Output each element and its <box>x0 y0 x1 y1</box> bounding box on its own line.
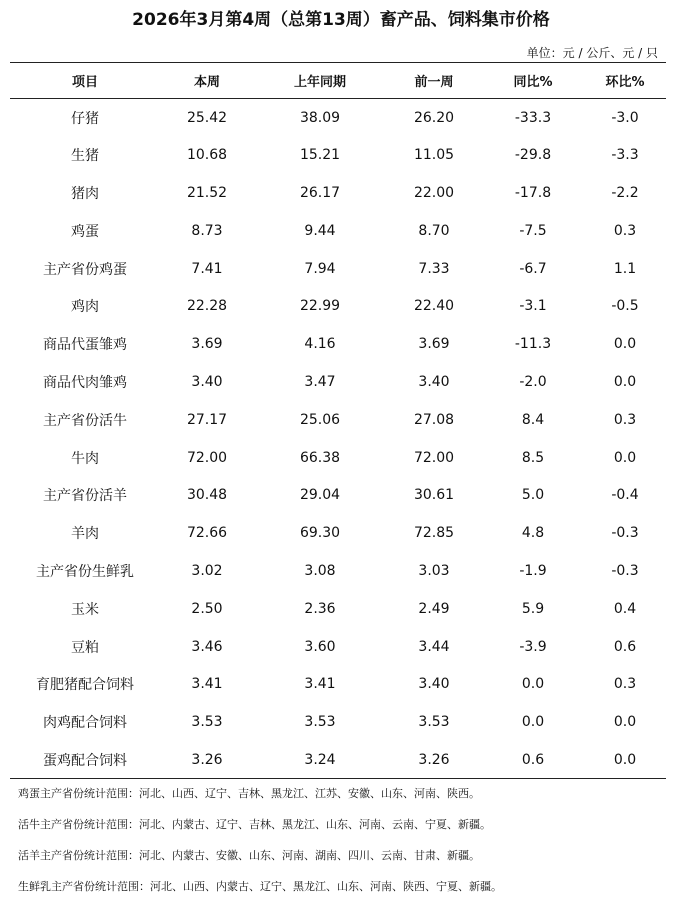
cell-mom: 1.1 <box>613 260 637 277</box>
cell-mom: 0.0 <box>613 714 637 731</box>
cell-prev-week: 8.70 <box>418 222 450 239</box>
table-row <box>10 439 666 477</box>
cell-prev-week: 3.03 <box>418 562 450 579</box>
cell-item: 豆粕 <box>71 639 99 656</box>
cell-last-year: 3.60 <box>304 638 336 655</box>
cell-prev-week: 27.08 <box>413 411 455 428</box>
cell-last-year: 26.17 <box>299 184 341 201</box>
notes-section <box>18 786 668 910</box>
cell-mom: -0.3 <box>611 562 639 579</box>
cell-item: 主产省份活羊 <box>43 488 127 505</box>
cell-yoy: -2.0 <box>519 373 547 390</box>
cell-prev-week: 22.00 <box>413 184 455 201</box>
cell-last-year: 3.53 <box>304 714 336 731</box>
header-last-year: 上年同期 <box>254 63 386 99</box>
table-row <box>10 174 666 212</box>
cell-last-year: 9.44 <box>304 222 336 239</box>
cell-prev-week: 7.33 <box>418 260 450 277</box>
table-row <box>10 212 666 250</box>
cell-this-week: 27.17 <box>186 411 228 428</box>
cell-last-year: 69.30 <box>299 525 341 542</box>
cell-last-year: 2.36 <box>304 600 336 617</box>
cell-yoy: -33.3 <box>514 109 552 126</box>
cell-yoy: 8.5 <box>521 449 545 466</box>
cell-last-year: 66.38 <box>299 449 341 466</box>
cell-last-year: 29.04 <box>299 487 341 504</box>
table-row <box>10 136 666 174</box>
cell-this-week: 3.26 <box>160 741 254 779</box>
cell-item: 牛肉 <box>71 450 99 467</box>
table-row <box>10 552 666 590</box>
cell-mom: 0.0 <box>584 741 666 779</box>
cell-mom: 0.3 <box>613 411 637 428</box>
cell-yoy: 4.8 <box>521 525 545 542</box>
cell-item: 商品代蛋雏鸡 <box>43 337 127 354</box>
cell-yoy: -3.9 <box>519 638 547 655</box>
note-line: 鸡蛋主产省份统计范围：河北、山西、辽宁、吉林、黑龙江、江苏、安徽、山东、河南、陕西。 <box>18 787 480 800</box>
cell-item: 主产省份生鲜乳 <box>36 563 134 580</box>
cell-prev-week: 3.40 <box>418 373 450 390</box>
table-body <box>10 99 666 779</box>
cell-prev-week: 3.69 <box>418 336 450 353</box>
cell-item: 主产省份鸡蛋 <box>43 261 127 278</box>
note-line: 活羊主产省份统计范围：河北、内蒙古、安徽、山东、河南、湖南、四川、云南、甘肃、新疆。 <box>18 849 480 862</box>
cell-mom: -0.3 <box>611 525 639 542</box>
cell-last-year: 3.41 <box>304 676 336 693</box>
table-row <box>10 99 666 137</box>
cell-this-week: 3.69 <box>191 336 223 353</box>
cell-this-week: 21.52 <box>186 184 228 201</box>
cell-prev-week: 72.85 <box>413 525 455 542</box>
cell-last-year: 4.16 <box>304 336 336 353</box>
cell-this-week: 8.73 <box>191 222 223 239</box>
cell-item: 玉米 <box>71 601 99 618</box>
cell-item: 鸡蛋 <box>71 223 99 240</box>
note-line: 生鲜乳主产省份统计范围：河北、山西、内蒙古、辽宁、黑龙江、山东、河南、陕西、宁夏、新疆。 <box>18 880 502 893</box>
cell-yoy: 0.0 <box>521 676 545 693</box>
cell-prev-week: 2.49 <box>418 600 450 617</box>
cell-prev-week: 22.40 <box>413 298 455 315</box>
cell-mom: -3.3 <box>611 147 639 164</box>
page-title: 2026年3月第4周（总第13周）畜产品、饲料集市价格 <box>132 10 550 30</box>
cell-this-week: 30.48 <box>186 487 228 504</box>
cell-this-week: 72.66 <box>186 525 228 542</box>
header-item: 项目 <box>10 63 160 99</box>
cell-yoy: 5.9 <box>521 600 545 617</box>
table-row <box>10 514 666 552</box>
note-line: 活牛主产省份统计范围：河北、内蒙古、辽宁、吉林、黑龙江、山东、河南、云南、宁夏、新疆。 <box>18 818 491 831</box>
cell-item: 肉鸡配合饲料 <box>43 715 127 732</box>
table-header-row <box>10 63 666 99</box>
cell-yoy: -3.1 <box>519 298 547 315</box>
cell-this-week: 2.50 <box>191 600 223 617</box>
cell-prev-week: 3.26 <box>386 741 482 779</box>
cell-mom: -0.5 <box>611 298 639 315</box>
table-row <box>10 628 666 666</box>
price-table <box>10 62 666 779</box>
cell-item: 仔猪 <box>71 110 99 127</box>
cell-yoy: -7.5 <box>519 222 547 239</box>
cell-prev-week: 3.53 <box>418 714 450 731</box>
cell-this-week: 3.53 <box>191 714 223 731</box>
cell-mom: 0.6 <box>613 638 637 655</box>
cell-mom: 0.4 <box>613 600 637 617</box>
cell-prev-week: 11.05 <box>413 147 455 164</box>
cell-this-week: 3.41 <box>191 676 223 693</box>
cell-yoy: 0.6 <box>482 741 584 779</box>
cell-last-year: 22.99 <box>299 298 341 315</box>
cell-this-week: 3.46 <box>191 638 223 655</box>
table-row <box>10 325 666 363</box>
cell-this-week: 22.28 <box>186 298 228 315</box>
cell-prev-week: 26.20 <box>413 109 455 126</box>
table-row <box>10 590 666 628</box>
cell-item: 猪肉 <box>71 185 99 202</box>
table-row <box>10 287 666 325</box>
cell-yoy: -1.9 <box>519 562 547 579</box>
cell-last-year: 7.94 <box>304 260 336 277</box>
cell-prev-week: 30.61 <box>413 487 455 504</box>
header-prev-week: 前一周 <box>386 63 482 99</box>
cell-last-year: 3.47 <box>304 373 336 390</box>
cell-mom: 0.3 <box>613 222 637 239</box>
cell-item: 羊肉 <box>71 526 99 543</box>
cell-item: 育肥猪配合饲料 <box>36 677 134 694</box>
cell-yoy: -17.8 <box>514 184 552 201</box>
cell-mom: -2.2 <box>611 184 639 201</box>
cell-mom: 0.3 <box>613 676 637 693</box>
table-row <box>10 401 666 439</box>
unit-label: 单位：元 / 公斤、元 / 只 <box>526 46 658 60</box>
table-row <box>10 476 666 514</box>
price-table-container <box>10 62 666 779</box>
cell-item: 蛋鸡配合饲料 <box>10 741 160 779</box>
cell-item: 生猪 <box>71 148 99 165</box>
cell-last-year: 15.21 <box>299 147 341 164</box>
table-row <box>10 665 666 703</box>
table-row <box>10 250 666 288</box>
cell-this-week: 3.40 <box>191 373 223 390</box>
cell-yoy: -6.7 <box>519 260 547 277</box>
cell-this-week: 10.68 <box>186 147 228 164</box>
table-row <box>10 363 666 401</box>
cell-last-year: 38.09 <box>299 109 341 126</box>
cell-this-week: 72.00 <box>186 449 228 466</box>
cell-yoy: 5.0 <box>521 487 545 504</box>
cell-yoy: -29.8 <box>514 147 552 164</box>
cell-prev-week: 72.00 <box>413 449 455 466</box>
cell-yoy: -11.3 <box>514 336 552 353</box>
cell-mom: -3.0 <box>611 109 639 126</box>
cell-item: 鸡肉 <box>71 299 99 316</box>
cell-last-year: 3.24 <box>254 741 386 779</box>
cell-item: 主产省份活牛 <box>43 412 127 429</box>
table-row <box>10 703 666 741</box>
cell-prev-week: 3.40 <box>418 676 450 693</box>
cell-mom: 0.0 <box>613 373 637 390</box>
cell-mom: -0.4 <box>611 487 639 504</box>
table-row <box>10 741 666 779</box>
cell-this-week: 25.42 <box>186 109 228 126</box>
header-mom: 环比% <box>584 63 666 99</box>
cell-this-week: 3.02 <box>191 562 223 579</box>
cell-yoy: 0.0 <box>521 714 545 731</box>
header-this-week: 本周 <box>160 63 254 99</box>
cell-item: 商品代肉雏鸡 <box>43 374 127 391</box>
cell-prev-week: 3.44 <box>418 638 450 655</box>
cell-this-week: 7.41 <box>191 260 223 277</box>
cell-last-year: 25.06 <box>299 411 341 428</box>
cell-mom: 0.0 <box>613 336 637 353</box>
header-yoy: 同比% <box>482 63 584 99</box>
cell-last-year: 3.08 <box>304 562 336 579</box>
cell-mom: 0.0 <box>613 449 637 466</box>
cell-yoy: 8.4 <box>521 411 545 428</box>
